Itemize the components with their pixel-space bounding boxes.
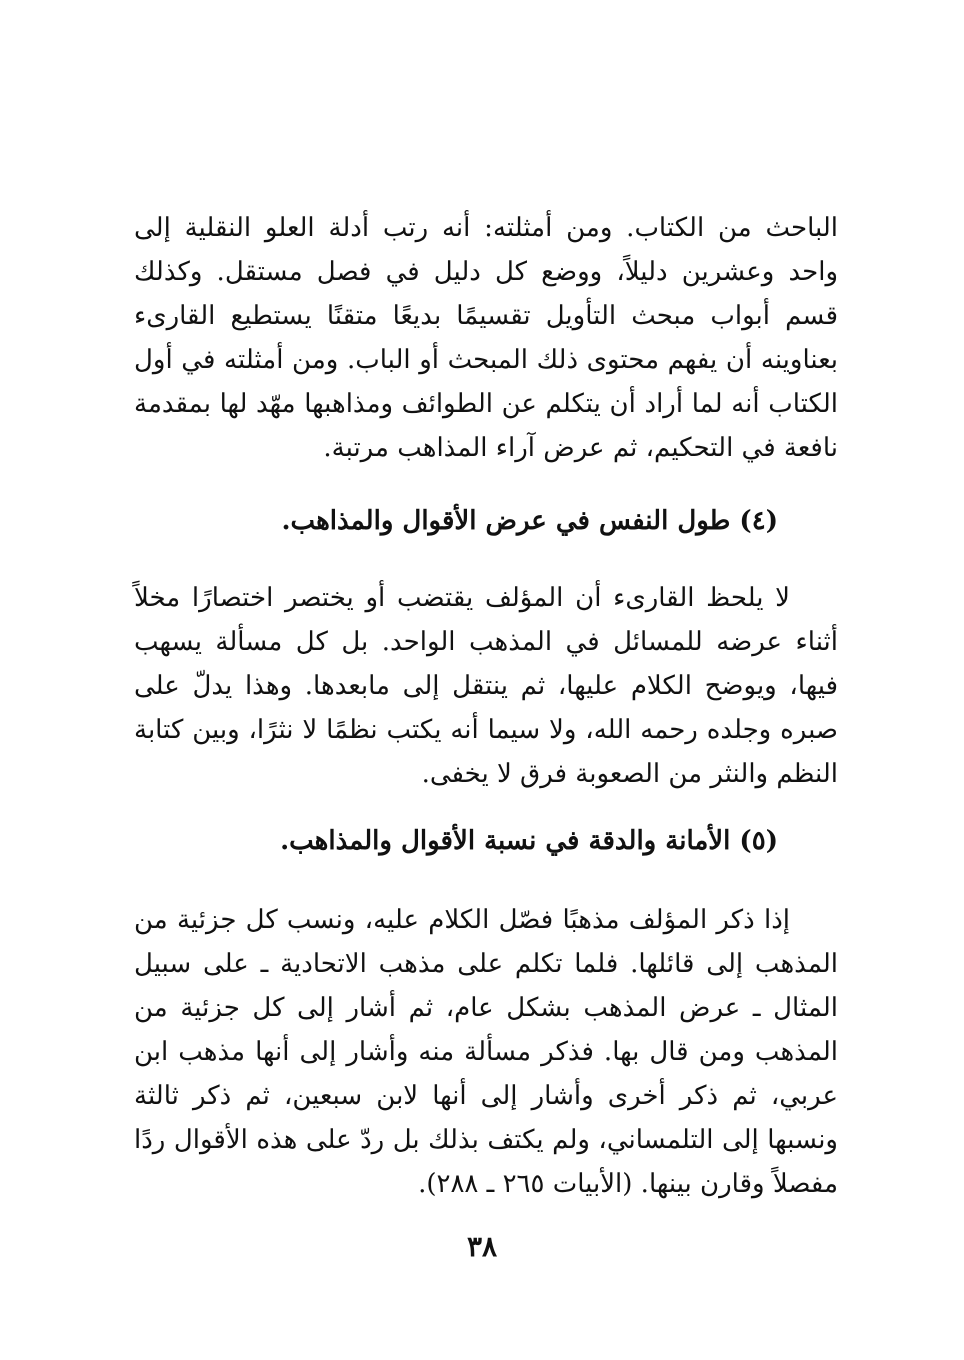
section-heading-5: (٥) الأمانة والدقة في نسبة الأقوال والمذاهب. xyxy=(280,826,778,856)
paragraph-intro-continued xyxy=(134,206,838,470)
paragraph-text: لا يلحظ القارىء أن المؤلف يقتضب أو يختصر اختصارًا مخلاً أثناء عرضه للمسائل في المذهب الواحد. بل كل مسألة يسهب فيها، ويوضح الكلام عليها، ثم ينتقل إلى مابعدها. وهذا يدلّ على صبره وجلده رحمه الله، ولا سيما أنه يكتب نظمًا لا نثرًا، وبين كتابة النظم والنثر من الصعوبة فرق لا يخفى. xyxy=(134,583,839,789)
paragraph-section-4 xyxy=(134,576,838,796)
page-number: ٣٨ xyxy=(466,1230,498,1263)
section-heading-4: (٤) طول النفس في عرض الأقوال والمذاهب. xyxy=(281,506,778,536)
paragraph-text: الباحث من الكتاب. ومن أمثلته: أنه رتب أدلة العلو النقلية إلى واحد وعشرين دليلاً، ووضع كل دليل في فصل مستقل. وكذلك قسم أبواب مبحث التأويل تقسيمًا بديعًا متقنًا يستطيع القارىء بعناوينه أن يفهم محتوى ذلك المبحث أو الباب. ومن أمثلته في أول الكتاب أنه لما أراد أن يتكلم عن الطوائف ومذاهبها مهّد لها بمقدمة نافعة في التحكيم، ثم عرض آراء المذاهب مرتبة. xyxy=(134,213,838,463)
paragraph-section-5 xyxy=(134,898,838,1206)
paragraph-text: إذا ذكر المؤلف مذهبًا فصّل الكلام عليه، ونسب كل جزئية من المذهب إلى قائلها. فلما تكلم على مذهب الاتحادية ـ على سبيل المثال ـ عرض المذهب بشكل عام، ثم أشار إلى كل جزئية من المذهب ومن قال بها. فذكر مسألة منه وأشار إلى أنها مذهب ابن عربي، ثم ذكر أخرى وأشار إلى أنها لابن سبعين، ثم ذكر ثالثة ونسبها إلى التلمساني، ولم يكتف بذلك بل ردّ على هذه الأقوال ردًا مفصلاً وقارن بينها. (الأبيات ٢٦٥ ـ ٢٨٨). xyxy=(134,905,838,1199)
